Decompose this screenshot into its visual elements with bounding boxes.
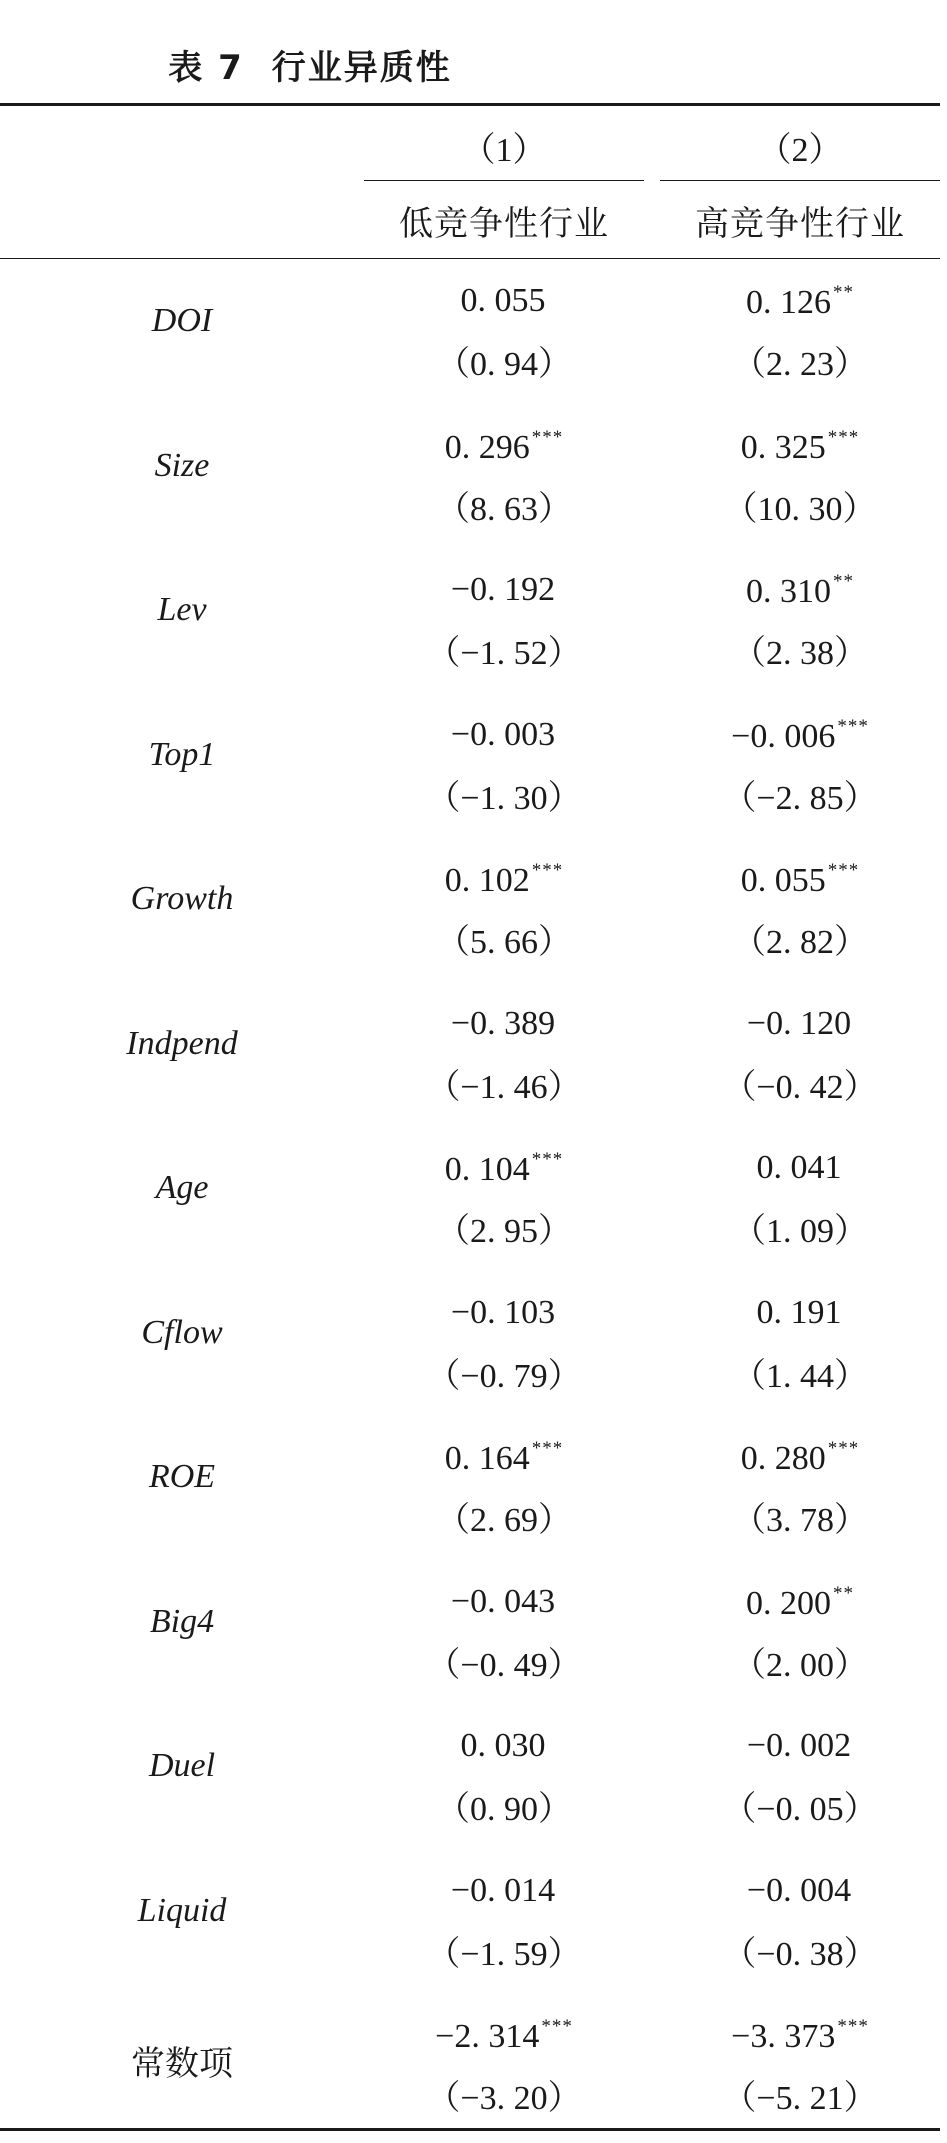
coefficient-cell xyxy=(364,1149,644,1189)
t-statistic-cell: （−0. 38） xyxy=(722,1935,878,1973)
coefficient-cell xyxy=(364,1583,644,1621)
coefficient-cell xyxy=(660,1005,940,1043)
variable-name: ROE xyxy=(148,1458,216,1495)
table-number: 表 7 xyxy=(168,48,244,88)
coefficient-cell xyxy=(364,716,644,754)
coefficient-value: −0. 006 xyxy=(731,717,836,755)
coefficient-value: −0. 389 xyxy=(450,1004,556,1042)
significance-stars: *** xyxy=(531,1438,564,1459)
coefficient-value: −3. 373 xyxy=(731,2018,836,2055)
table-row xyxy=(0,1563,940,1710)
coefficient-cell xyxy=(364,282,644,320)
coefficient-value: 0. 104 xyxy=(444,1151,530,1188)
coefficient-cell xyxy=(660,1438,940,1478)
top-rule xyxy=(0,103,940,106)
coefficient-value: 0. 055 xyxy=(460,282,546,319)
coefficient-value: −0. 103 xyxy=(450,1293,556,1331)
coefficient-cell xyxy=(660,1727,940,1765)
coefficient-cell xyxy=(364,1727,644,1765)
significance-stars: *** xyxy=(827,860,860,881)
t-statistic-cell: （1. 44） xyxy=(732,1357,868,1395)
table-row xyxy=(0,1707,940,1854)
t-statistic-cell: （2. 69） xyxy=(436,1502,572,1539)
coefficient-value: −0. 004 xyxy=(746,1871,852,1909)
coefficient-value: 0. 041 xyxy=(756,1149,842,1186)
coefficient-cell xyxy=(660,1583,940,1623)
variable-name: Liquid xyxy=(137,1891,227,1929)
coefficient-cell xyxy=(364,1872,644,1910)
t-statistic-cell: （−5. 21） xyxy=(722,2080,878,2117)
coefficient-cell xyxy=(660,716,940,756)
variable-name: Cflow xyxy=(141,1313,223,1351)
t-statistic-cell: （2. 95） xyxy=(436,1213,572,1250)
header-rule xyxy=(0,258,940,259)
table-row xyxy=(0,407,940,554)
coefficient-value: −0. 192 xyxy=(450,571,556,608)
coefficient-value: 0. 280 xyxy=(740,1440,826,1477)
variable-name: Big4 xyxy=(149,1602,215,1640)
coefficient-value: 0. 164 xyxy=(444,1440,530,1477)
significance-stars: *** xyxy=(827,1438,860,1459)
column-2-number: （2） xyxy=(757,132,843,169)
table-row xyxy=(0,840,940,987)
t-statistic-cell: （−0. 49） xyxy=(426,1646,582,1684)
column-1-header: 低竞争性行业 xyxy=(399,204,609,244)
t-statistic-cell: （2. 82） xyxy=(732,924,868,961)
coefficient-cell xyxy=(660,1149,940,1187)
variable-name: Indpend xyxy=(126,1024,238,1062)
coefficient-value: −0. 014 xyxy=(450,1871,556,1909)
table-row xyxy=(0,1129,940,1276)
column-1-number: （1） xyxy=(461,132,547,169)
coefficient-cell xyxy=(364,1005,644,1043)
significance-stars: *** xyxy=(541,2016,573,2037)
coefficient-value: 0. 310 xyxy=(746,573,831,610)
table-row xyxy=(0,551,940,698)
coefficient-cell xyxy=(660,282,940,322)
significance-stars: ** xyxy=(833,282,854,303)
coefficient-cell xyxy=(364,1438,644,1478)
variable-name: Top1 xyxy=(148,735,216,773)
t-statistic-cell: （−2. 85） xyxy=(722,779,878,817)
coefficient-value: 0. 102 xyxy=(444,862,530,899)
significance-stars: ** xyxy=(833,571,854,592)
significance-stars: *** xyxy=(827,426,860,448)
coefficient-cell xyxy=(364,571,644,609)
variable-name: Lev xyxy=(157,591,207,628)
t-statistic-cell: （−1. 30） xyxy=(426,779,582,817)
t-statistic-cell: （−1. 52） xyxy=(426,635,582,672)
t-statistic-cell: （−0. 42） xyxy=(722,1068,878,1106)
coefficient-cell xyxy=(660,860,940,900)
table-title xyxy=(0,40,620,89)
column-1-underline xyxy=(364,180,644,181)
t-statistic-cell: （0. 94） xyxy=(436,346,572,383)
coefficient-value: 0. 296 xyxy=(444,428,530,466)
significance-stars: *** xyxy=(837,715,869,737)
coefficient-value: 0. 200 xyxy=(746,1584,831,1622)
bottom-rule xyxy=(0,2128,940,2131)
coefficient-cell xyxy=(660,1294,940,1332)
coefficient-cell xyxy=(660,2016,940,2056)
coefficient-value: −0. 120 xyxy=(746,1004,852,1042)
table-row xyxy=(0,985,940,1132)
t-statistic-cell: （−0. 05） xyxy=(722,1791,878,1828)
coefficient-cell xyxy=(364,860,644,900)
significance-stars: ** xyxy=(833,1582,854,1604)
significance-stars: *** xyxy=(531,1149,564,1170)
variable-name: Growth xyxy=(130,880,234,917)
t-statistic-cell: （10. 30） xyxy=(723,490,877,528)
coefficient-value: 0. 126 xyxy=(746,284,831,321)
variable-name: Age xyxy=(155,1169,209,1206)
t-statistic-cell: （2. 38） xyxy=(732,635,868,672)
coefficient-value: −0. 043 xyxy=(450,1582,556,1620)
variable-name: DOI xyxy=(151,302,213,339)
table-row xyxy=(0,696,940,843)
table-row xyxy=(0,1274,940,1421)
significance-stars: *** xyxy=(837,2016,869,2037)
coefficient-value: −0. 003 xyxy=(450,715,556,753)
significance-stars: *** xyxy=(531,860,564,881)
variable-name: 常数项 xyxy=(131,2044,233,2084)
table-row xyxy=(0,1852,940,1999)
variable-name: Size xyxy=(154,446,210,484)
t-statistic-cell: （−1. 59） xyxy=(426,1935,582,1973)
variable-name: Duel xyxy=(148,1747,216,1784)
coefficient-value: −2. 314 xyxy=(435,2018,540,2055)
coefficient-value: 0. 030 xyxy=(460,1727,546,1764)
table-row xyxy=(0,1418,940,1565)
column-2-underline xyxy=(660,180,940,181)
coefficient-value: 0. 055 xyxy=(740,862,826,899)
t-statistic-cell: （0. 90） xyxy=(436,1791,572,1828)
coefficient-cell xyxy=(660,571,940,611)
coefficient-cell xyxy=(364,1294,644,1332)
coefficient-value: −0. 002 xyxy=(746,1727,852,1764)
t-statistic-cell: （2. 23） xyxy=(732,346,868,383)
table-row xyxy=(0,262,940,409)
column-2-header: 高竞争性行业 xyxy=(695,204,905,244)
coefficient-cell xyxy=(364,427,644,467)
coefficient-cell xyxy=(660,1872,940,1910)
t-statistic-cell: （5. 66） xyxy=(436,924,572,961)
t-statistic-cell: （8. 63） xyxy=(436,490,572,528)
coefficient-value: 0. 325 xyxy=(740,428,826,466)
t-statistic-cell: （−0. 79） xyxy=(426,1357,582,1395)
coefficient-value: 0. 191 xyxy=(756,1293,842,1331)
table-row xyxy=(0,1996,940,2143)
t-statistic-cell: （2. 00） xyxy=(732,1646,868,1684)
table-title-text: 行业异质性 xyxy=(271,48,452,88)
t-statistic-cell: （1. 09） xyxy=(732,1213,868,1250)
coefficient-cell xyxy=(364,2016,644,2056)
significance-stars: *** xyxy=(531,426,564,448)
coefficient-cell xyxy=(660,427,940,467)
t-statistic-cell: （−1. 46） xyxy=(426,1068,582,1106)
t-statistic-cell: （−3. 20） xyxy=(426,2080,582,2117)
t-statistic-cell: （3. 78） xyxy=(732,1502,868,1539)
